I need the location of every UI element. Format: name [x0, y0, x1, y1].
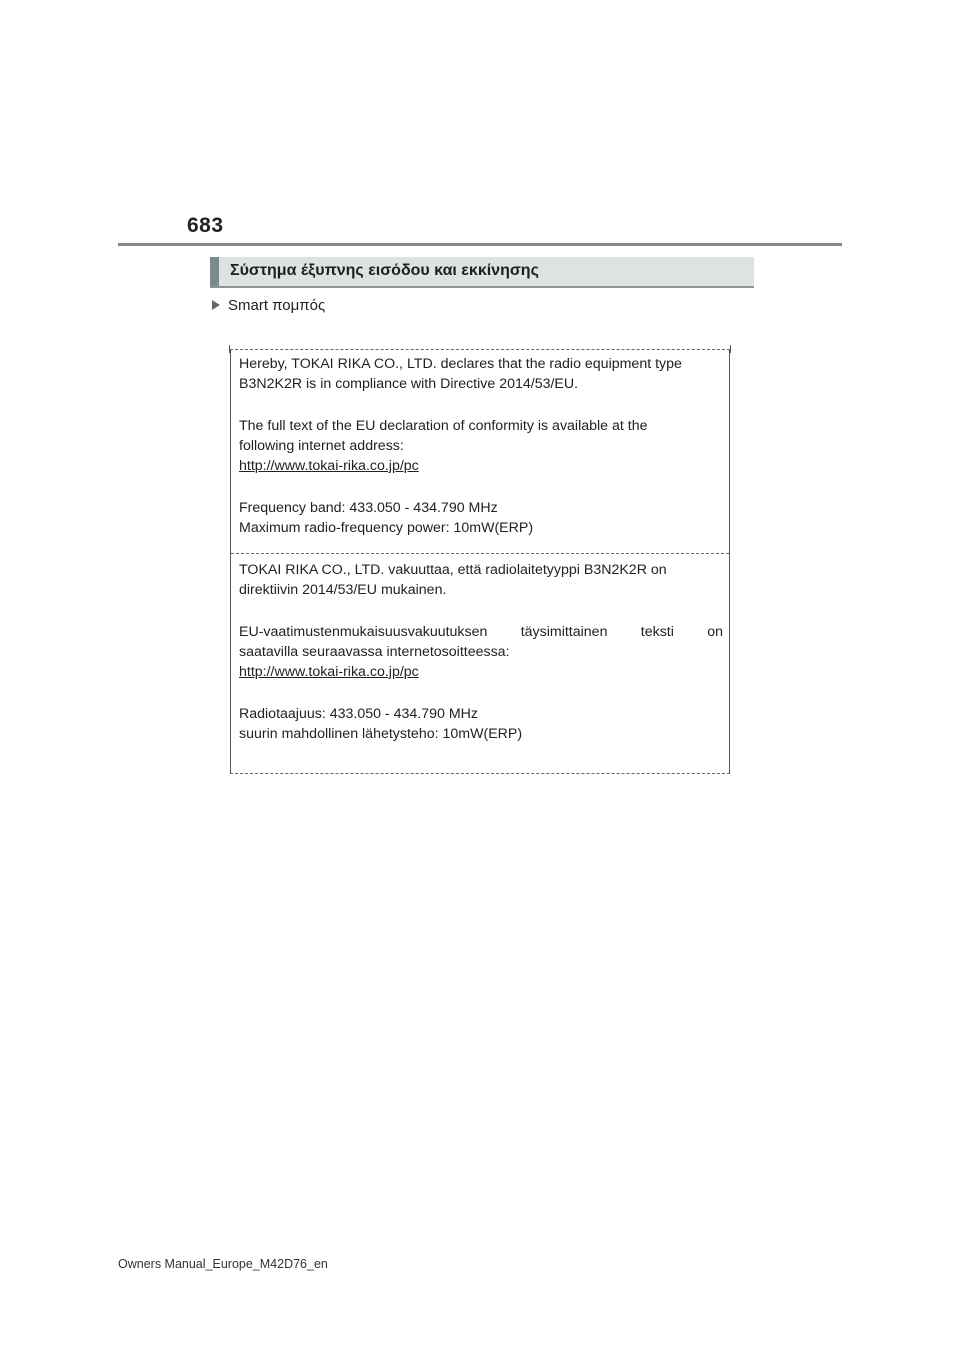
english-declaration [239, 354, 723, 394]
header-rule [118, 243, 842, 246]
language-divider [231, 553, 729, 554]
finnish-power: suurin mahdollinen lähetysteho: 10mW(ERP) [239, 726, 523, 742]
finnish-frequency: Radiotaajuus: 433.050 - 434.790 MHz [239, 706, 478, 722]
finnish-url-link[interactable]: http://www.tokai-rika.co.jp/pc [239, 664, 419, 680]
finnish-declaration [239, 560, 723, 600]
english-url-link[interactable]: http://www.tokai-rika.co.jp/pc [239, 458, 419, 474]
finnish-line-4: saatavilla seuraavassa internetosoitteessa: [239, 644, 510, 660]
section-header-accent-bar [210, 257, 219, 286]
corner-mark-top-left [229, 345, 230, 353]
english-line-4: following internet address: [239, 438, 404, 454]
english-power: Maximum radio-frequency power: 10mW(ERP) [239, 520, 534, 536]
finnish-line-1: TOKAI RIKA CO., LTD. vakuuttaa, että radiolaitetyyppi B3N2K2R on [239, 562, 667, 578]
section-title: Σύστημα έξυπνης εισόδου και εκκίνησης [230, 262, 539, 279]
section-header [210, 257, 754, 288]
sub-item-heading [212, 297, 325, 314]
english-line-3: The full text of the EU declaration of conformity is available at the [239, 418, 648, 434]
page-number: 683 [187, 214, 224, 237]
english-conformity-text [239, 416, 723, 476]
finnish-line-3: EU-vaatimustenmukaisuusvakuutuksen täysimittainen teksti on [239, 624, 723, 640]
sub-item-label: Smart πομπός [228, 297, 326, 314]
triangle-bullet-icon [212, 300, 220, 310]
corner-mark-top-right [730, 345, 731, 353]
finnish-radio-specs [239, 704, 723, 744]
english-line-2: B3N2K2R is in compliance with Directive 2014/53/EU. [239, 376, 579, 392]
footer-manual-id: Owners Manual_Europe_M42D76_en [118, 1257, 328, 1271]
english-radio-specs [239, 498, 723, 538]
conformity-label [230, 349, 730, 774]
english-line-1: Hereby, TOKAI RIKA CO., LTD. declares that the radio equipment type [239, 356, 682, 372]
finnish-conformity-text [239, 622, 723, 682]
english-frequency: Frequency band: 433.050 - 434.790 MHz [239, 500, 498, 516]
finnish-line-2: direktiivin 2014/53/EU mukainen. [239, 582, 447, 598]
